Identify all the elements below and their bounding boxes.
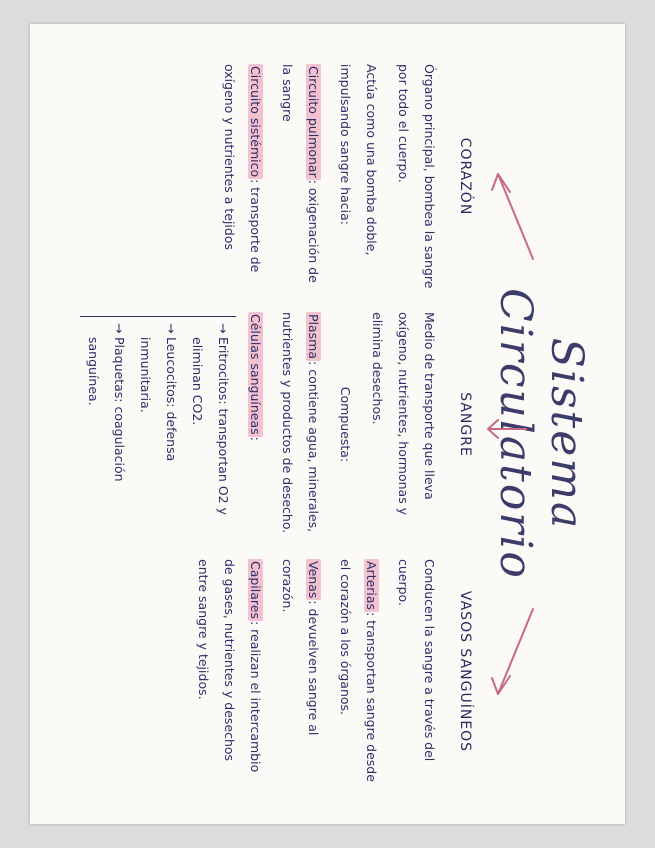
circuito-sistemico <box>216 64 268 289</box>
sangre-definition: Medio de transporte que lleva oxígeno, nutrientes, hormonas y elimina desechos. <box>369 312 437 516</box>
venas <box>274 559 326 784</box>
capilares-text: : realizan el intercambio de gases, nutrientes y desechos entre sangre y tejidos. <box>195 559 263 773</box>
vasos-heading: VASOS SANGUÍNEOS <box>456 590 473 753</box>
circuito-sistemico-label: Circuito sistémico <box>247 66 263 178</box>
arrow-to-vasos-icon <box>484 604 538 704</box>
sangre-section <box>80 312 478 537</box>
circuito-pulmonar-label: Circuito pulmonar <box>305 66 321 178</box>
notebook-page <box>30 24 625 824</box>
arterias-label: Arterias <box>363 561 379 611</box>
list-item: → Eritrocitos: transportan O2 y eliminan CO2. <box>184 323 236 537</box>
capilares-label: Capilares <box>247 561 263 619</box>
corazon-bomba-doble: Actúa como una bomba doble, impulsando sangre hacia: <box>337 64 379 256</box>
circuito-pulmonar <box>274 64 326 289</box>
celulas-sanguineas <box>242 312 268 537</box>
plasma <box>274 312 326 537</box>
corazon-definition: Órgano principal, bombea la sangre por todo el cuerpo. <box>395 64 437 289</box>
capilares <box>190 559 268 784</box>
corazon-heading: CORAZÓN <box>456 137 473 216</box>
arterias-text: : transportan sangre desde el corazón a los órganos. <box>337 559 379 782</box>
celulas-list <box>80 316 236 537</box>
arrow-to-corazon-icon <box>484 164 538 264</box>
list-item: → Plaquetas: coagulación sanguínea. <box>80 323 132 537</box>
celulas-label: Células sanguíneas <box>247 314 263 435</box>
venas-text: : devuelven sangre al corazón. <box>279 559 321 736</box>
circuito-pulmonar-text: : oxigenación de la sangre <box>279 64 321 283</box>
circuito-sistemico-text: : transporte de oxígeno y nutrientes a tejidos <box>221 64 263 273</box>
rotated-note-canvas <box>58 44 598 804</box>
list-item: → Leucocitos: defensa inmunitaria. <box>132 323 184 537</box>
venas-label: Venas <box>305 561 321 599</box>
sangre-heading: SANGRE <box>456 392 473 457</box>
arrow-to-sangre-icon <box>474 414 528 444</box>
page-title: Sistema Circulatorio <box>489 288 592 580</box>
sangre-compuesta: Compuesta: <box>337 386 353 463</box>
celulas-text: : <box>247 436 263 441</box>
plasma-text: : contiene agua, minerales, nutrientes y productos de desecho. <box>279 312 321 534</box>
arterias <box>332 559 384 784</box>
plasma-label: Plasma <box>305 314 321 360</box>
vasos-section <box>184 559 478 784</box>
vasos-definition: Conducen la sangre a través del cuerpo. <box>395 559 437 762</box>
corazon-section <box>210 64 478 289</box>
